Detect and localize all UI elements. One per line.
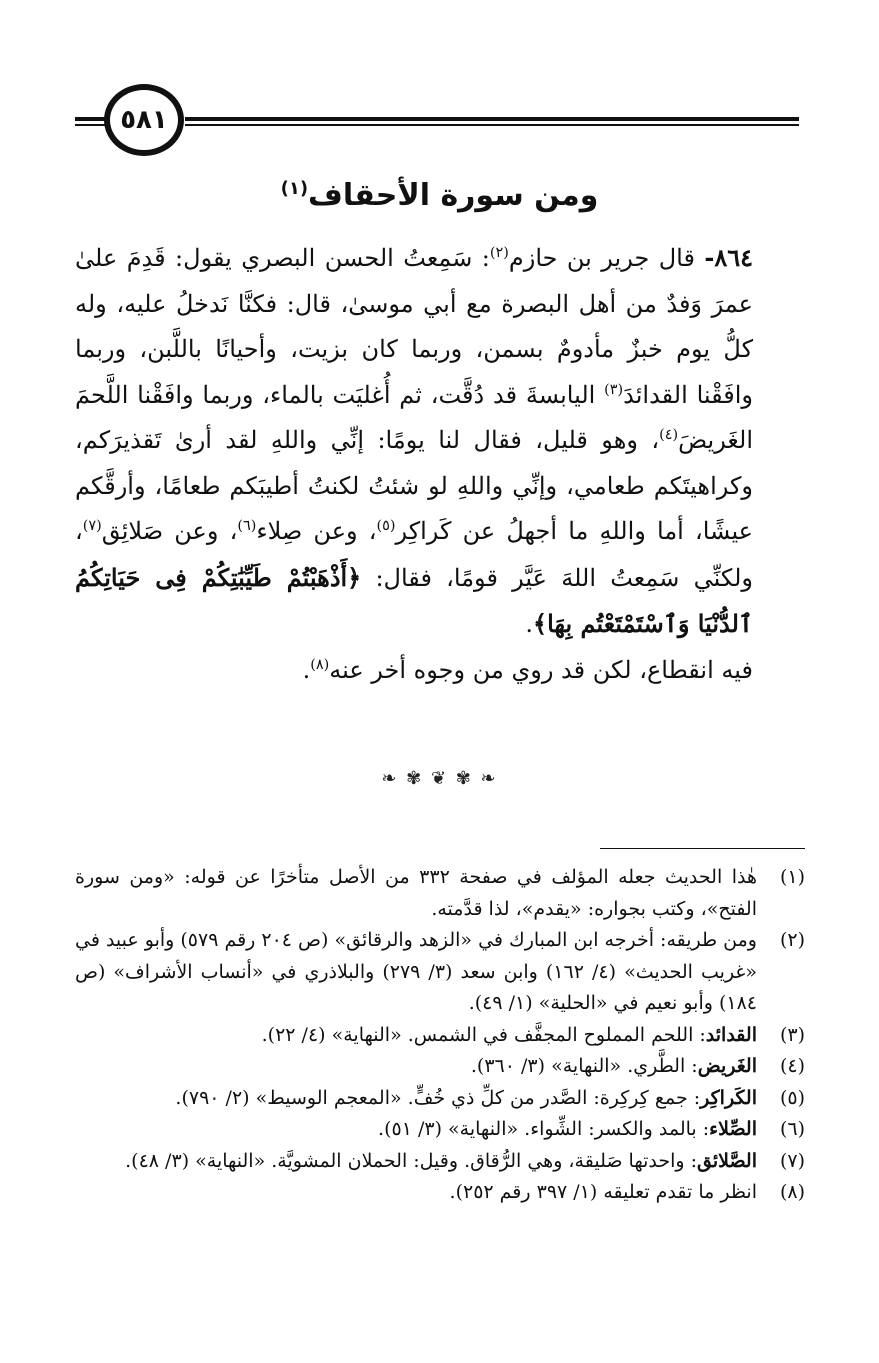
footnote-term: الصِّلاء (709, 1118, 757, 1140)
header-rule-thin (185, 124, 799, 126)
page-header (0, 0, 879, 170)
footnote-body: : اللحم المملوح المجفَّف في الشمس. «النهاية» (٤/ ٢٢). (261, 1023, 706, 1046)
quran-verse: ﴿أَذْهَبْتُمْ طَيِّبَٰتِكُمْ فِى حَيَاتِكُمُ ٱلدُّنْيَا وَٱسْتَمْتَعْتُم بِهَا﴾ (75, 562, 753, 638)
footnote-number: (٢) (779, 929, 805, 951)
footnote-ref: (٧) (82, 518, 102, 534)
footnote-1 (75, 862, 805, 925)
footnote-term: القدائد (705, 1023, 757, 1046)
footnote-text (75, 1051, 757, 1083)
footnote-number: (٣) (779, 1023, 805, 1046)
footnote-ref: (٤) (659, 427, 679, 443)
section-title-text: ومن سورة الأحقاف (308, 178, 599, 213)
text-segment: قال جرير بن حازم (508, 244, 695, 272)
text-segment: ، وعن صَلائِق (101, 517, 238, 545)
footnote-2 (75, 925, 805, 1020)
footnote-body: هٰذا الحديث جعله المؤلف في صفحة ٣٣٢ من الأصل متأخرًا عن قوله: «ومن سورة الفتح»، وكتب بجواره: «يقدم»، لذا قدَّمته. (75, 866, 757, 920)
grading-paragraph (75, 648, 805, 694)
footnote-text (75, 1146, 757, 1178)
footnote-number: (١) (779, 866, 805, 888)
footnote-6 (75, 1114, 805, 1146)
footnote-ref: (١) (280, 178, 309, 199)
text-segment: ، ولكنِّي سَمِعتُ اللهَ عَيَّر قومًا، فقال: (75, 517, 753, 592)
main-text (75, 235, 805, 693)
text-segment: . (302, 655, 311, 684)
footnote-3 (75, 1020, 805, 1052)
footnote-ref: (٢) (489, 245, 509, 261)
footnote-number: (٧) (779, 1149, 805, 1172)
footnote-ref: (٦) (237, 518, 257, 534)
footnote-text (75, 925, 757, 1020)
footnote-ref: (٥) (376, 518, 396, 534)
footnote-text (75, 1020, 757, 1052)
page-number: ٥٨١ (120, 105, 168, 135)
text-segment: فيه انقطاع، لكن قد روي من وجوه أخر عنه (329, 655, 753, 684)
footnotes (75, 862, 805, 1209)
footnote-text (75, 1177, 757, 1209)
footnote-number: (٦) (779, 1118, 805, 1140)
footnote-4 (75, 1051, 805, 1083)
footnote-text (75, 1083, 757, 1115)
footnote-term: الصَّلائق (696, 1149, 757, 1172)
footnote-text (75, 862, 757, 925)
text-segment: : سَمِعتُ الحسن البصري يقول: قَدِمَ علىٰ عمرَ وَفدٌ من أهل البصرة مع أبي موسىٰ، قال: فكنَّا نَدخلُ عليه، وله كلُّ يوم خبزٌ مأدومٌ بسمن، وربما كان بزيت، وأحيانًا باللَّبن، وربما وافَقْنا القدائدَ (75, 244, 754, 409)
footnote-ref: (٣) (604, 381, 624, 398)
footnote-7 (75, 1146, 805, 1178)
text-segment: اليابسةَ قد دُقَّت، ثم أُغليَت بالماء، وربما وافَقْنا اللَّحمَ الغَريضَ (75, 380, 753, 454)
hadith-number: ٨٦٤- (704, 243, 753, 272)
footnote-separator (600, 848, 805, 849)
footnote-body: : بالمد والكسر: الشِّواء. «النهاية» (٣/ ٥١). (378, 1118, 710, 1140)
footnote-5 (75, 1083, 805, 1115)
hadith-paragraph (75, 235, 805, 648)
section-title (0, 178, 879, 213)
footnote-body: : واحدتها صَليقة، وهي الرُّقاق. وقيل: الحملان المشويَّة. «النهاية» (٣/ ٤٨). (125, 1149, 697, 1172)
header-rule (185, 117, 799, 121)
footnote-term: الغَريض (697, 1055, 757, 1077)
footnote-term: الكَراكِر (700, 1086, 757, 1109)
text-segment: ، وهو قليل، فقال لنا يومًا: إنِّي واللهِ لقد أرىٰ تَقذيرَكم، وكراهيتَكم طعامي، وإنِّي واللهِ لو شئتُ لكنتُ أطيبَكم طعامًا، وأرقَّكم عيشًا، أما واللهِ ما أجهلُ عن كَراكِر (75, 426, 754, 545)
footnote-body: : الطَّري. «النهاية» (٣/ ٣٦٠). (470, 1055, 698, 1077)
footnote-body: : جمع كِركِرة: الصَّدر من كلِّ ذي خُفٍّ. «المعجم الوسيط» (٢/ ٧٩٠). (175, 1086, 701, 1109)
ornament-divider: ❧ ✾ ❦ ✾ ❧ (381, 768, 498, 789)
text-segment: . (525, 610, 534, 638)
text-segment: ، وعن صِلاء (256, 517, 377, 545)
footnote-body: ومن طريقه: أخرجه ابن المبارك في «الزهد والرقائق» (ص ٢٠٤ رقم ٥٧٩) وأبو عبيد في «غريب الحديث» (٤/ ١٦٢) وابن سعد (٣/ ٢٧٩) والبلاذري في «أنساب الأشراف» (ص ١٨٤) وأبو نعيم في «الحلية» (١/ ٤٩). (74, 929, 757, 1014)
footnote-8 (75, 1177, 805, 1209)
footnote-number: (٨) (779, 1181, 805, 1203)
footnote-text (75, 1114, 757, 1146)
footnote-body: انظر ما تقدم تعليقه (١/ ٣٩٧ رقم ٢٥٢). (449, 1181, 757, 1203)
footnote-number: (٥) (779, 1086, 805, 1109)
footnote-number: (٤) (779, 1055, 805, 1077)
footnote-ref: (٨) (310, 656, 330, 673)
page-number-badge (104, 84, 184, 156)
